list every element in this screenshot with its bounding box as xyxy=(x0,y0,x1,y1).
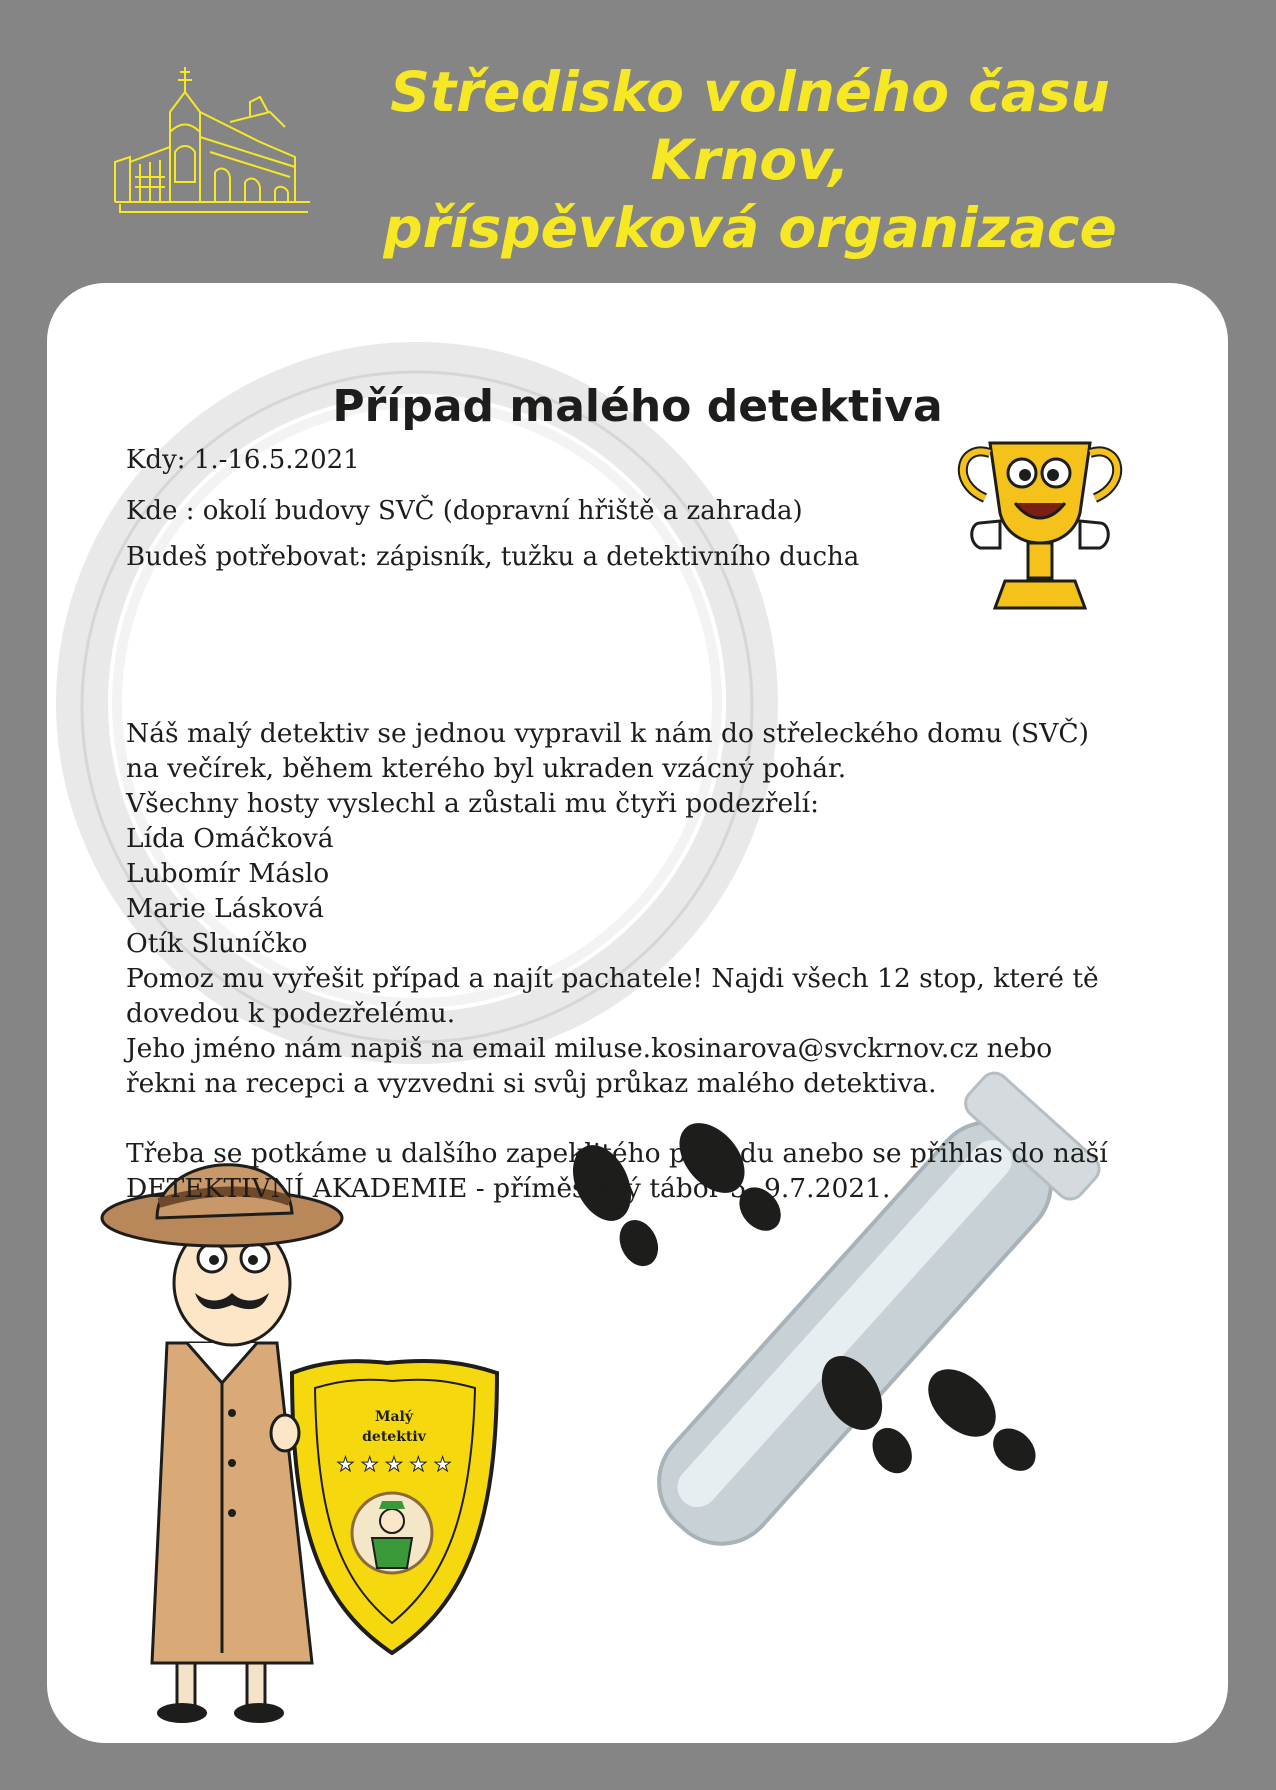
building-logo-icon xyxy=(110,52,315,217)
badge-line2: detektiv xyxy=(362,1429,426,1445)
needs-label: Budeš potřebovat: xyxy=(126,542,368,572)
needs-value: zápisník, tužku a detektivního ducha xyxy=(376,542,860,572)
trophy-icon xyxy=(963,443,1117,608)
when-value: 1.-16.5.2021 xyxy=(193,445,360,475)
task-line: dovedou k podezřelému. xyxy=(126,998,456,1029)
where-label: Kde : xyxy=(126,496,195,526)
where-row xyxy=(126,496,803,526)
story-intro-line: Všechny hosty vyslechl a zůstali mu čtyři podezřelí: xyxy=(126,788,820,819)
suspect-item: Marie Lásková xyxy=(126,893,324,924)
suspect-item: Otík Sluníčko xyxy=(126,928,308,959)
when-row xyxy=(126,445,360,475)
where-value: okolí budovy SVČ (dopravní hřiště a zahrada) xyxy=(202,496,803,526)
story-intro-line: Náš malý detektiv se jednou vypravil k nám do střeleckého domu (SVČ) xyxy=(126,718,1089,749)
task-line: Pomoz mu vyřešit případ a najít pachatele! Najdi všech 12 stop, které tě xyxy=(126,963,1099,994)
event-title: Případ malého detektiva xyxy=(332,381,943,432)
closing-line: DETEKTIVNÍ AKADEMIE - příměstský tábor 5.-9.7.2021. xyxy=(126,1173,891,1204)
badge-line1: Malý xyxy=(374,1409,414,1425)
org-title-line1: Středisko volného času Krnov, xyxy=(390,60,1110,192)
flyer-card xyxy=(47,283,1228,1743)
when-label: Kdy: xyxy=(126,445,186,475)
task-line: řekni na recepci a vyzvedni si svůj průkaz malého detektiva. xyxy=(126,1068,937,1099)
suspect-item: Lubomír Máslo xyxy=(126,858,330,889)
svg-text:★ ★ ★ ★ ★: ★ ★ ★ ★ ★ xyxy=(336,1452,452,1476)
organization-title xyxy=(300,58,1200,262)
story-text xyxy=(126,716,1186,1206)
closing-line: Třeba se potkáme u dalšího zapeklitého případu anebo se přihlas do naší xyxy=(126,1138,1108,1169)
suspect-item: Lída Omáčková xyxy=(126,823,334,854)
story-intro-line: na večírek, během kterého byl ukraden vzácný pohár. xyxy=(126,753,847,784)
org-title-line2: příspěvková organizace xyxy=(383,196,1117,260)
task-line: Jeho jméno nám napiš na email miluse.kosinarova@svckrnov.cz nebo xyxy=(126,1033,1053,1064)
needs-row xyxy=(126,542,859,572)
